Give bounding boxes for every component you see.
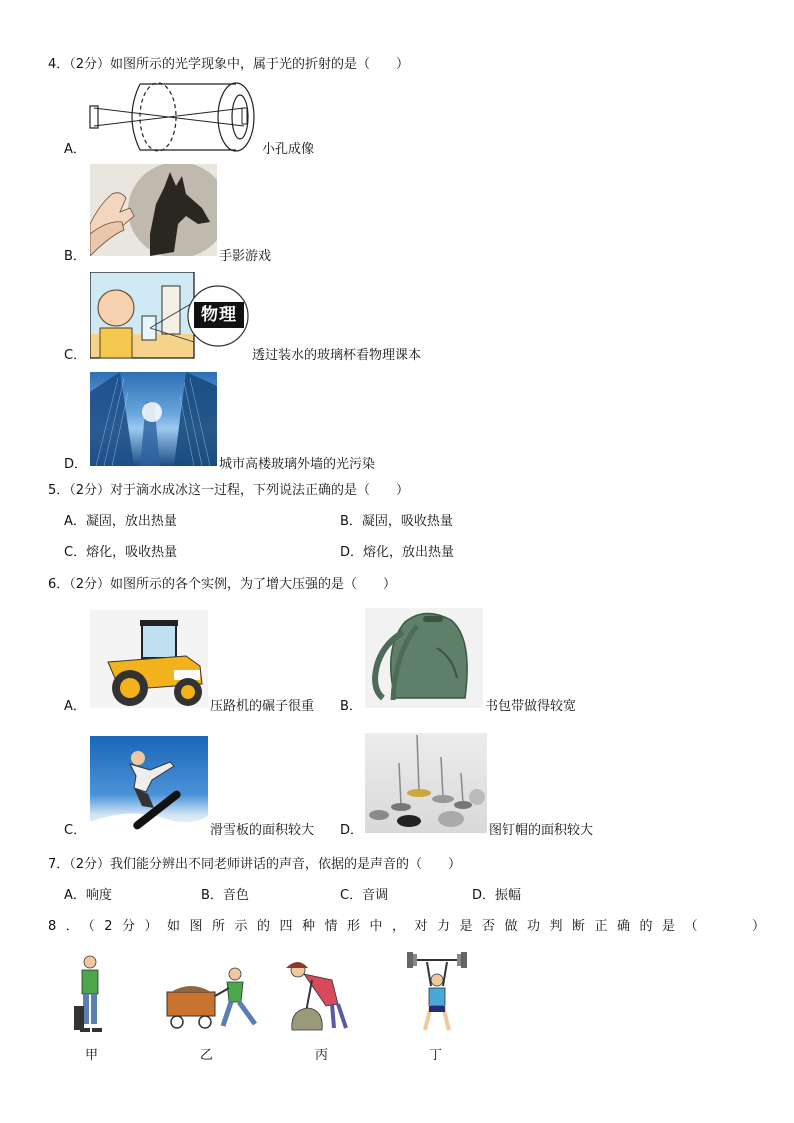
q6-option-b-letter: B．: [340, 699, 362, 714]
figure-label-jia: 甲: [85, 1048, 99, 1063]
q6-option-a-caption: 压路机的碾子很重: [210, 699, 315, 714]
thumbtacks-image: [365, 733, 487, 833]
magnified-physics-text: 物理: [201, 305, 237, 325]
pinhole-camera-image: [88, 82, 260, 152]
q6-stem: 6．（2分）如图所示的各个实例，为了增大压强的是（ ）: [48, 577, 397, 592]
glass-skyscrapers-image: [90, 372, 217, 466]
q4-option-b-letter: B．: [64, 249, 86, 264]
q5-option-b: B．凝固，吸收热量: [340, 514, 453, 529]
q4-option-b-caption: 手影游戏: [219, 249, 272, 264]
q7-option-d: D．振幅: [472, 888, 522, 903]
figure-yi-pushing-cart: [163, 962, 267, 1032]
q8-stem: 8．（2分）如图所示的四种情形中，对力是否做功判断正确的是（ ）: [48, 919, 775, 934]
road-roller-image: [90, 610, 208, 708]
snowboarder-image: [90, 736, 208, 834]
q4-option-d-caption: 城市高楼玻璃外墙的光污染: [219, 457, 376, 472]
q6-option-b-caption: 书包带做得较宽: [485, 699, 577, 714]
q4-option-c-letter: C．: [64, 348, 87, 363]
backpack-image: [365, 608, 483, 708]
q4-option-d-letter: D．: [64, 457, 88, 472]
glass-refraction-image: [90, 272, 250, 360]
q7-option-a: A．响度: [64, 888, 112, 903]
q6-option-c-caption: 滑雪板的面积较大: [210, 823, 315, 838]
q6-option-d-caption: 图钉帽的面积较大: [489, 823, 594, 838]
q4-option-a-letter: A．: [64, 142, 86, 157]
q7-option-b: B．音色: [201, 888, 249, 903]
figure-ding-holding-barbell: [405, 950, 469, 1034]
q6-option-a-letter: A．: [64, 699, 86, 714]
q7-stem: 7．（2分）我们能分辨出不同老师讲话的声音，依据的是声音的（ ）: [48, 857, 462, 872]
q5-option-c: C．熔化，吸收热量: [64, 545, 178, 560]
figure-label-bing: 丙: [315, 1048, 329, 1063]
q5-option-a: A．凝固，放出热量: [64, 514, 177, 529]
q6-option-c-letter: C．: [64, 823, 87, 838]
q4-stem: 4．（2分）如图所示的光学现象中，属于光的折射的是（ ）: [48, 57, 410, 72]
q5-option-d: D．熔化，放出热量: [340, 545, 455, 560]
figure-label-yi: 乙: [200, 1048, 214, 1063]
q6-option-d-letter: D．: [340, 823, 364, 838]
q4-option-a-caption: 小孔成像: [262, 142, 315, 157]
figure-label-ding: 丁: [429, 1048, 443, 1063]
q7-option-c: C．音调: [340, 888, 389, 903]
q4-option-c-caption: 透过装水的玻璃杯看物理课本: [252, 348, 422, 363]
figure-jia-carrying-bag: [70, 954, 110, 1036]
q5-stem: 5．（2分）对于滴水成冰这一过程，下列说法正确的是（ ）: [48, 483, 410, 498]
hand-shadow-image: [90, 164, 217, 256]
figure-bing-lifting-stone: [282, 958, 354, 1032]
